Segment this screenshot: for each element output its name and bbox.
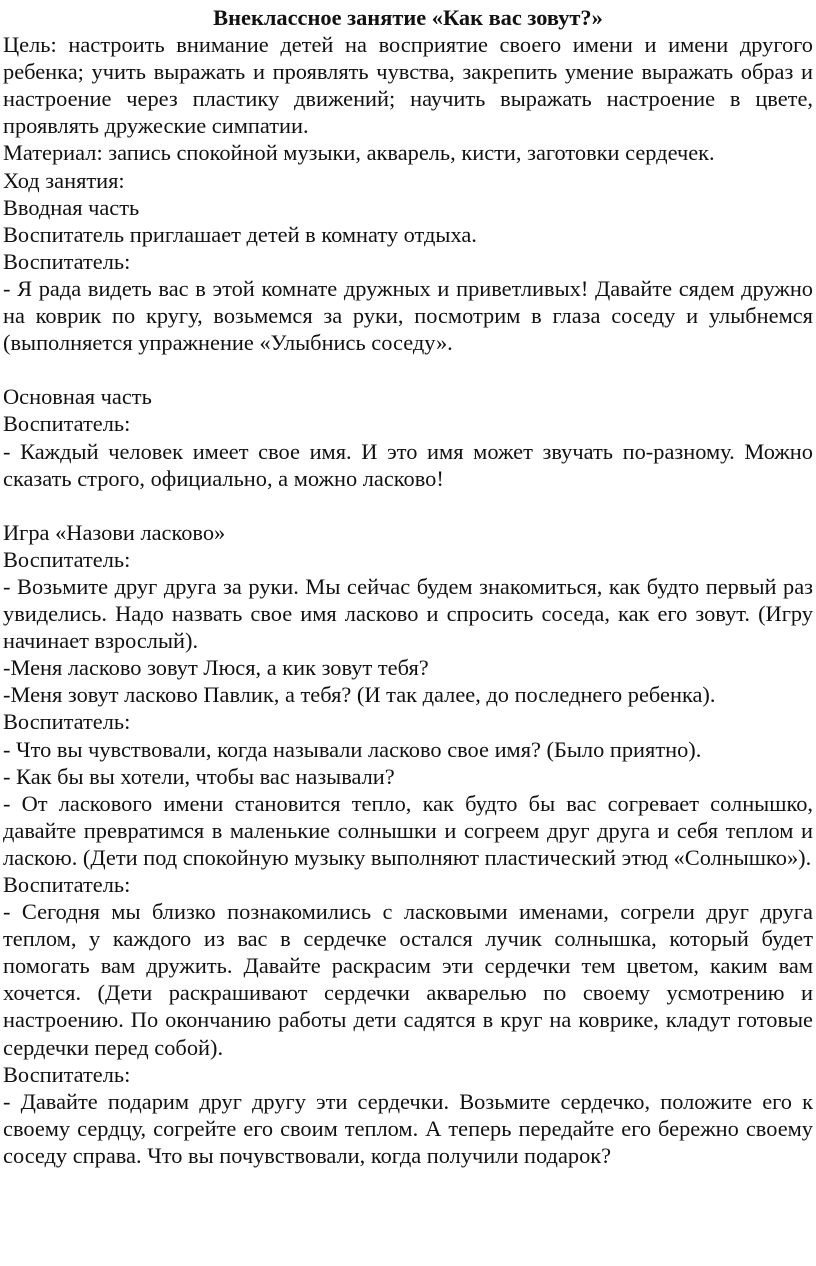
speaker-label: Воспитатель:	[3, 1061, 131, 1087]
dialogue-line: - Как бы вы хотели, чтобы вас называли?	[3, 763, 395, 789]
game-heading: Игра «Назови ласково»	[3, 519, 226, 545]
document-page	[3, 4, 813, 1169]
speaker-label: Воспитатель:	[3, 248, 131, 274]
speaker-label: Воспитатель:	[3, 709, 131, 735]
dialogue-line: - Возьмите друг друга за руки. Мы сейчас будем знакомиться, как будто первый раз увиделись. Надо назвать свое имя ласково и спросить соседа, как его зовут. (Игру начинает взрослый).	[3, 573, 813, 654]
lesson-progress-heading: Ход занятия:	[3, 167, 125, 193]
dialogue-line: -Меня зовут ласково Павлик, а тебя? (И так далее, до последнего ребенка).	[3, 682, 716, 708]
dialogue-line: -Меня ласково зовут Люся, а кик зовут тебя?	[3, 655, 429, 681]
materials-paragraph: Материал: запись спокойной музыки, акварель, кисти, заготовки сердечек.	[3, 140, 715, 166]
paragraph: Воспитатель приглашает детей в комнату отдыха.	[3, 221, 477, 247]
main-part-heading: Основная часть	[3, 384, 152, 410]
speaker-label: Воспитатель:	[3, 411, 131, 437]
dialogue-line: - Каждый человек имеет свое имя. И это имя может звучать по-разному. Можно сказать строго, официально, а можно ласково!	[3, 438, 813, 491]
speaker-label: Воспитатель:	[3, 546, 131, 572]
document-title: Внеклассное занятие «Как вас зовут?»	[213, 5, 603, 30]
goal-paragraph: Цель: настроить внимание детей на восприятие своего имени и имени другого ребенка; учить выражать и проявлять чувства, закрепить умение выражать образ и настроение через пластику движений; научить выражать настроение в цвете, проявлять дружеские симпатии.	[3, 32, 813, 139]
dialogue-line: - Я рада видеть вас в этой комнате дружных и приветливых! Давайте сядем дружно на коврик по кругу, возьмемся за руки, посмотрим в глаза соседу и улыбнемся (выполняется упражнение «Улыбнись соседу».	[3, 275, 813, 356]
intro-part-heading: Вводная часть	[3, 194, 140, 220]
dialogue-line: - Сегодня мы близко познакомились с ласковыми именами, согрели друг друга теплом, у каждого из вас в сердечке остался лучик солнышка, который будет помогать вам дружить. Давайте раскрасим эти сердечки тем цветом, каким вам хочется. (Дети раскрашивают сердечки акварелью по своему усмотрению и настроению. По окончанию работы дети садятся в круг на коврике, кладут готовые сердечки перед собой).	[3, 899, 813, 1060]
blank-line	[3, 492, 813, 519]
dialogue-line: - От ласкового имени становится тепло, как будто бы вас согревает солнышко, давайте превратимся в маленькие солнышки и согреем друг друга и себя теплом и ласкою. (Дети под спокойную музыку выполняют пластический этюд «Солнышко»).	[3, 790, 813, 870]
dialogue-line: - Что вы чувствовали, когда называли ласково свое имя? (Было приятно).	[3, 736, 702, 762]
dialogue-line: - Давайте подарим друг другу эти сердечки. Возьмите сердечко, положите его к своему сердцу, согрейте его своим теплом. А теперь передайте его бережно своему соседу справа. Что вы почувствовали, когда получили подарок?	[3, 1088, 813, 1168]
blank-line	[3, 356, 813, 383]
document-body	[3, 31, 813, 1169]
speaker-label: Воспитатель:	[3, 872, 131, 897]
